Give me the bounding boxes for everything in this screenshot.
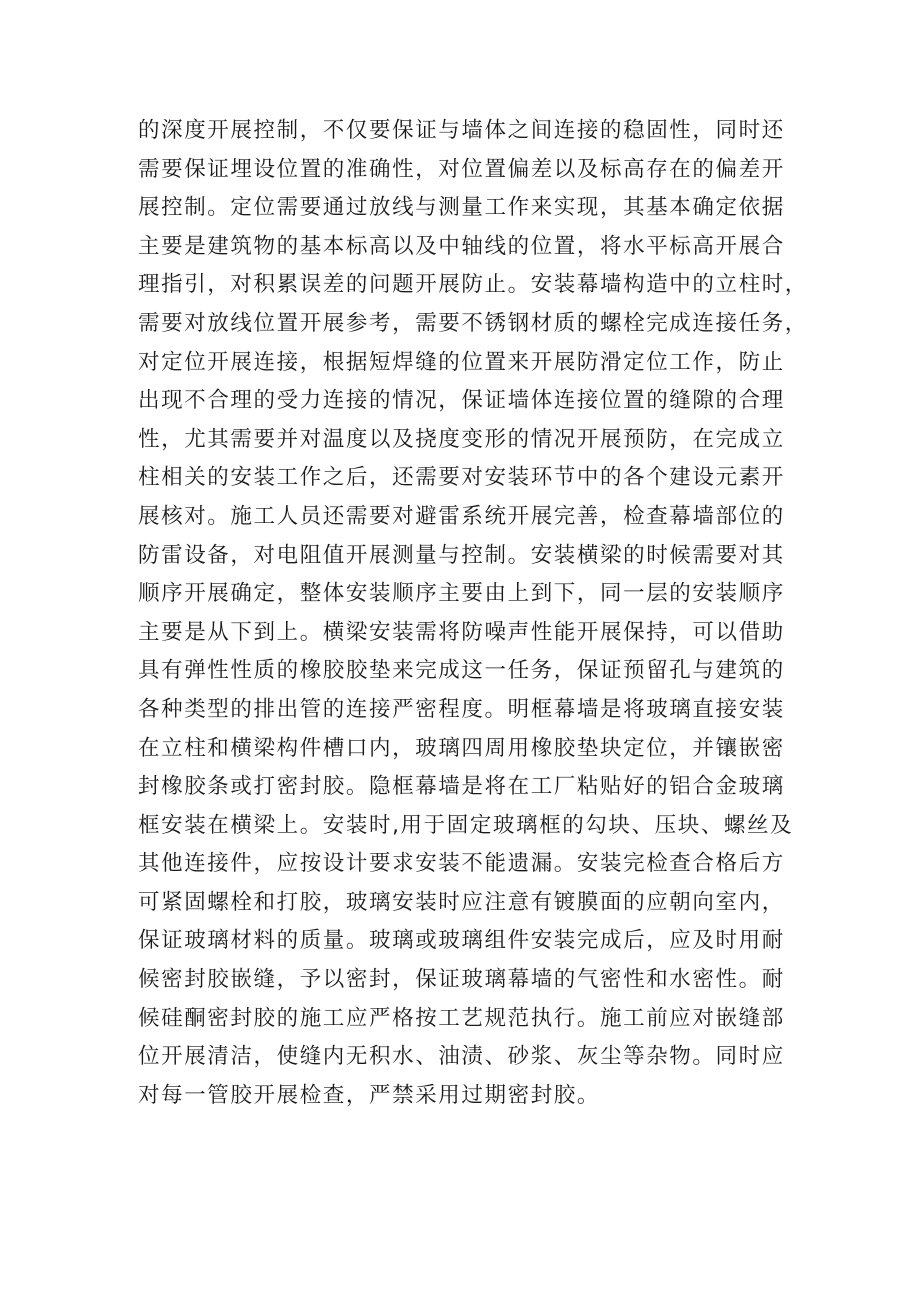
text-line: 需要保证埋设位置的准确性，对位置偏差以及标高存在的偏差开	[138, 156, 785, 182]
text-line: 展控制。定位需要通过放线与测量工作来实现，其基本确定依据	[138, 195, 785, 221]
text-line: 其他连接件，应按设计要求安装不能遗漏。安装完检查合格后方	[138, 851, 785, 877]
text-line: 位开展清洁，使缝内无积水、油渍、砂浆、灰尘等杂物。同时应	[138, 1044, 785, 1070]
text-line: 对每一管胶开展检查，严禁采用过期密封胶。	[138, 1082, 601, 1108]
text-line: 防雷设备，对电阻值开展测量与控制。安装横梁的时候需要对其	[138, 542, 785, 568]
text-line: 的深度开展控制，不仅要保证与墙体之间连接的稳固性，同时还	[138, 118, 785, 143]
text-line: 框安装在横梁上。安装时,用于固定玻璃框的勾块、压块、螺丝及	[138, 812, 794, 838]
text-line: 在立柱和横梁构件槽口内，玻璃四周用橡胶垫块定位，并镶嵌密	[138, 735, 785, 761]
text-line: 柱相关的安装工作之后，还需要对安装环节中的各个建设元素开	[138, 465, 785, 491]
text-line: 出现不合理的受力连接的情况，保证墙体连接位置的缝隙的合理	[138, 388, 785, 414]
text-line: 可紧固螺栓和打胶，玻璃安装时应注意有镀膜面的应朝向室内，	[138, 889, 785, 915]
text-line: 候密封胶嵌缝，予以密封，保证玻璃幕墙的气密性和水密性。耐	[138, 967, 785, 993]
text-line: 对定位开展连接，根据短焊缝的位置来开展防滑定位工作，防止	[138, 349, 785, 375]
text-line: 顺序开展确定，整体安装顺序主要由上到下，同一层的安装顺序	[138, 581, 785, 607]
text-line: 主要是从下到上。横梁安装需将防噪声性能开展保持，可以借助	[138, 619, 785, 645]
text-line: 需要对放线位置开展参考，需要不锈钢材质的螺栓完成连接任务，	[138, 310, 808, 336]
text-line: 封橡胶条或打密封胶。隐框幕墙是将在工厂粘贴好的铝合金玻璃	[138, 774, 785, 800]
text-line: 主要是建筑物的基本标高以及中轴线的位置，将水平标高开展合	[138, 233, 785, 259]
text-line: 理指引，对积累误差的问题开展防止。安装幕墙构造中的立柱时，	[138, 272, 808, 298]
text-line: 各种类型的排出管的连接严密程度。明框幕墙是将玻璃直接安装	[138, 696, 785, 722]
body-paragraph	[138, 112, 818, 1115]
text-line: 候硅酮密封胶的施工应严格按工艺规范执行。施工前应对嵌缝部	[138, 1005, 785, 1031]
text-line: 保证玻璃材料的质量。玻璃或玻璃组件安装完成后，应及时用耐	[138, 928, 785, 954]
text-line: 性，尤其需要并对温度以及挠度变形的情况开展预防，在完成立	[138, 426, 785, 452]
text-line: 具有弹性性质的橡胶胶垫来完成这一任务，保证预留孔与建筑的	[138, 658, 785, 684]
text-line: 展核对。施工人员还需要对避雷系统开展完善，检查幕墙部位的	[138, 503, 785, 529]
